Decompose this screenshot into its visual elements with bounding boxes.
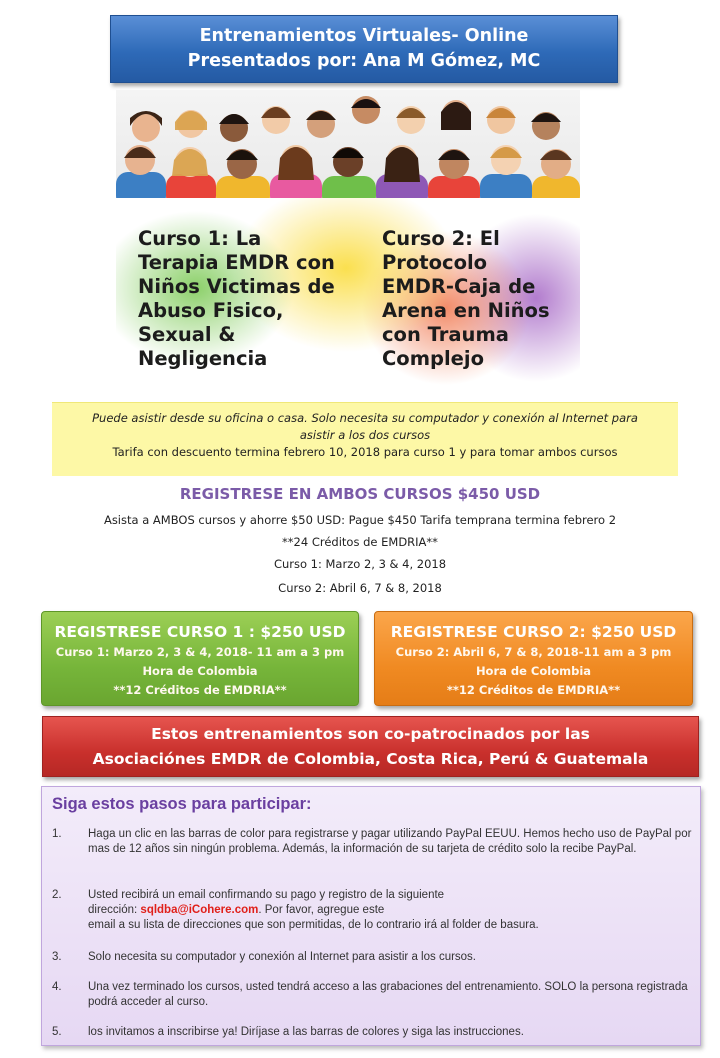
course-2-button-credits: **12 Créditos de EMDRIA** [446, 683, 621, 697]
children-photo [116, 90, 580, 208]
course-1-title: Curso 1: La Terapia EMDR con Niños Victimas de Abuso Fisico, Sexual & Negligencia [138, 227, 335, 370]
step-item [52, 827, 692, 857]
step-2-text-c: . Por favor, agregue este [258, 904, 385, 916]
attendance-notice [52, 402, 678, 476]
title-banner [110, 15, 618, 83]
sponsors-line-1: Estos entrenamientos son co-patrocinados por las [151, 724, 590, 743]
steps-title: Siga estos pasos para participar: [52, 795, 312, 813]
step-text: Solo necesita su computador y conexión al Internet para asistir a los cursos. [88, 951, 477, 963]
email-address: sqldba@iCohere.com [140, 904, 259, 916]
step-text: Haga un clic en las barras de color para registrarse y pagar utilizando PayPal EEUU. Hemos hecho uso de PayPal por mas de 12 años sin ningún problema. Además, la información de su tarjeta de crédito solo la recibe PayPal. [88, 828, 692, 855]
step-item [52, 1025, 692, 1040]
steps-panel [41, 786, 701, 1046]
step-text: Una vez terminado los cursos, usted tendrá acceso a las grabaciones del entrenamiento. SOLO la persona registrada podrá acceder al curso. [88, 981, 688, 1008]
both-course-1-dates: Curso 1: Marzo 2, 3 & 4, 2018 [273, 557, 447, 571]
step-number: 3. [52, 951, 62, 963]
sponsors-banner [42, 716, 699, 777]
step-item [52, 888, 692, 933]
course-2-button-dates: Curso 2: Abril 6, 7 & 8, 2018-11 am a 3 pm [395, 645, 672, 659]
step-number: 2. [52, 889, 62, 901]
step-item [52, 950, 692, 965]
course-1-button-title: REGISTRESE CURSO 1 : $250 USD [54, 623, 346, 641]
sponsors-line-2: Asociaciónes EMDR de Colombia, Costa Rica, Perú & Guatemala [92, 749, 649, 768]
step-text [88, 888, 692, 933]
title-line-1: Entrenamientos Virtuales- Online [199, 26, 529, 46]
step-text: los invitamos a inscribirse ya! Diríjase a las barras de colores y siga las instrucciones. [88, 1026, 524, 1038]
register-course-1-button[interactable] [41, 611, 359, 706]
step-number: 1. [52, 828, 62, 840]
course-2-title: Curso 2: El Protocolo EMDR-Caja de Arena en Niños con Trauma Complejo [382, 227, 550, 370]
title-line-2: Presentados por: Ana M Gómez, MC [187, 51, 541, 71]
notice-line-2: asistir a los dos cursos [299, 428, 431, 442]
register-both-link[interactable]: REGISTRESE EN AMBOS CURSOS $450 USD [179, 485, 541, 503]
notice-line-1: Puede asistir desde su oficina o casa. Solo necesita su computador y conexión al Internet para [92, 411, 638, 425]
notice-line-3: Tarifa con descuento termina febrero 10, 2018 para curso 1 y para tomar ambos cursos [112, 445, 618, 459]
register-course-2-button[interactable] [374, 611, 693, 706]
step-number: 4. [52, 981, 62, 993]
step-2-text-a: Usted recibirá un email confirmando su pago y registro de la siguiente [88, 889, 445, 901]
course-1-button-credits: **12 Créditos de EMDRIA** [113, 683, 287, 697]
step-2-text-d: email a su lista de direcciones que son permitidas, de lo contrario irá al folder de basura. [88, 919, 539, 931]
course-1-button-zone: Hora de Colombia [142, 664, 258, 678]
step-number: 5. [52, 1026, 62, 1038]
hero-image [116, 90, 580, 400]
course-1-button-dates: Curso 1: Marzo 2, 3 & 4, 2018- 11 am a 3 pm [55, 645, 345, 659]
step-item [52, 980, 692, 1010]
course-2-button-zone: Hora de Colombia [475, 664, 592, 678]
course-2-button-title: REGISTRESE CURSO 2: $250 USD [390, 623, 677, 641]
children-illustration [116, 90, 580, 208]
both-savings-text: Asista a AMBOS cursos y ahorre $50 USD: Pague $450 Tarifa temprana termina febrero 2 [103, 513, 617, 527]
both-credits-text: **24 Créditos de EMDRIA** [282, 535, 438, 549]
step-2-text-b: dirección: [88, 904, 141, 916]
both-course-2-dates: Curso 2: Abril 6, 7 & 8, 2018 [278, 581, 442, 595]
